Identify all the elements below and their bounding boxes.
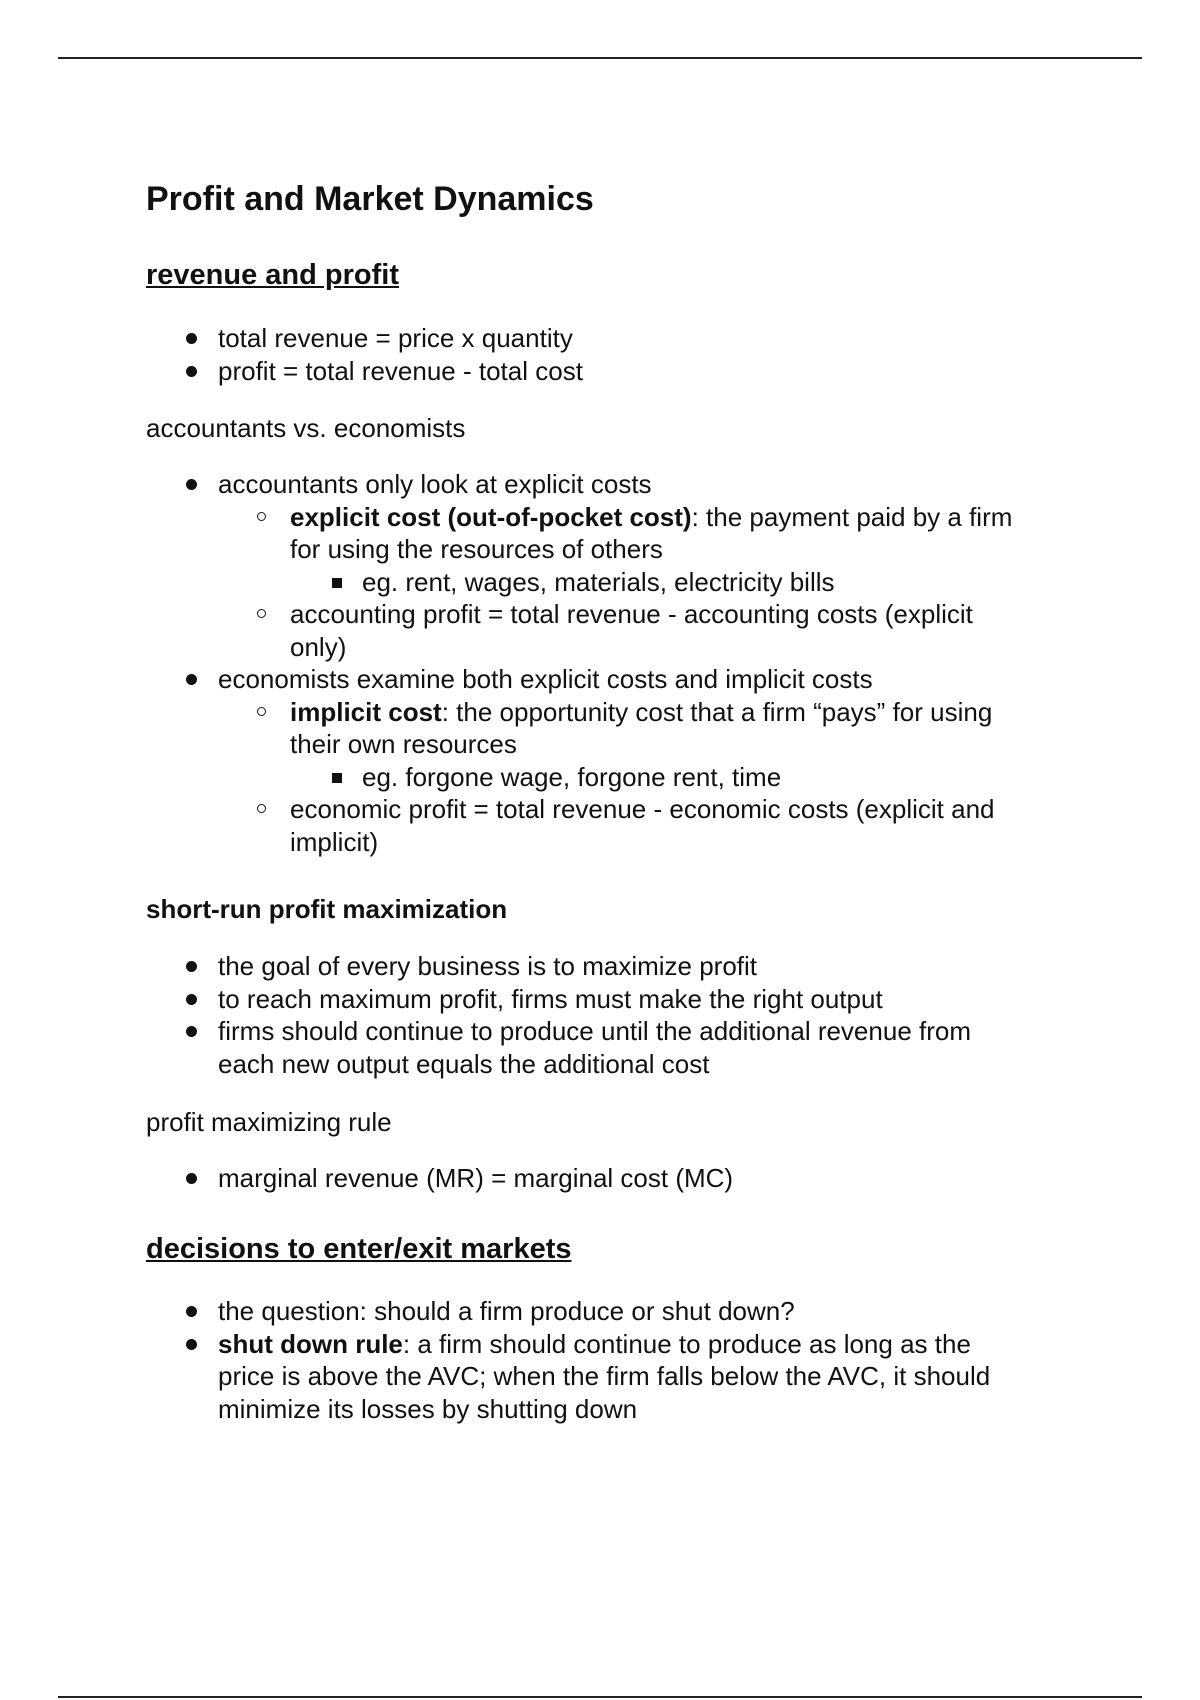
bullet-icon — [186, 1173, 197, 1184]
bullet-icon — [186, 674, 197, 685]
heading-revenue-and-profit: revenue and profit — [146, 259, 399, 291]
accountants-vs-economists-label: accountants vs. economists — [146, 413, 466, 443]
list-item: the goal of every business is to maximize profit — [146, 950, 971, 983]
list-item: economic profit = total revenue - economic costs (explicit and implicit) — [146, 793, 1012, 858]
bottom-rule — [58, 1696, 1142, 1698]
hollow-bullet-icon — [257, 609, 266, 618]
bullet-icon — [186, 366, 197, 377]
list-item: explicit cost (out-of-pocket cost): the payment paid by a firm for using the resources of others — [146, 501, 1012, 566]
hollow-bullet-icon — [257, 804, 266, 813]
square-bullet-icon — [332, 773, 342, 783]
list-item: the question: should a firm produce or shut down? — [146, 1295, 990, 1328]
hollow-bullet-icon — [257, 512, 266, 521]
list-item: to reach maximum profit, firms must make the right output — [146, 983, 971, 1016]
bullet-icon — [186, 1306, 197, 1317]
bullet-icon — [186, 333, 197, 344]
bullet-icon — [186, 1339, 197, 1350]
list-item: marginal revenue (MR) = marginal cost (MC) — [146, 1162, 733, 1195]
decisions-list — [146, 1295, 990, 1425]
heading-decisions-enter-exit-markets: decisions to enter/exit markets — [146, 1233, 572, 1265]
list-item: accountants only look at explicit costs — [146, 468, 1012, 501]
list-item: accounting profit = total revenue - accounting costs (explicit only) — [146, 598, 1012, 663]
revenue-list — [146, 322, 583, 387]
accountants-economists-list — [146, 468, 1012, 858]
hollow-bullet-icon — [257, 707, 266, 716]
list-item: economists examine both explicit costs and implicit costs — [146, 663, 1012, 696]
page-title: Profit and Market Dynamics — [146, 180, 594, 218]
list-item: shut down rule: a firm should continue to produce as long as the price is above the AVC; when the firm falls below the AVC, it should minimize its losses by shutting down — [146, 1328, 990, 1426]
bullet-icon — [186, 479, 197, 490]
square-bullet-icon — [332, 578, 342, 588]
bullet-icon — [186, 1026, 197, 1037]
bullet-icon — [186, 961, 197, 972]
bullet-icon — [186, 994, 197, 1005]
top-rule — [58, 57, 1142, 59]
list-item: profit = total revenue - total cost — [146, 355, 583, 388]
list-item: total revenue = price x quantity — [146, 322, 583, 355]
profit-rule-list — [146, 1162, 733, 1195]
list-item: eg. rent, wages, materials, electricity bills — [146, 566, 1012, 599]
heading-short-run-profit-maximization: short-run profit maximization — [146, 894, 508, 924]
list-item: implicit cost: the opportunity cost that a firm “pays” for using their own resources — [146, 696, 1012, 761]
profit-maximizing-rule-label: profit maximizing rule — [146, 1107, 392, 1137]
list-item: firms should continue to produce until the additional revenue from each new output equals the additional cost — [146, 1015, 971, 1080]
list-item: eg. forgone wage, forgone rent, time — [146, 761, 1012, 794]
short-run-list — [146, 950, 971, 1080]
